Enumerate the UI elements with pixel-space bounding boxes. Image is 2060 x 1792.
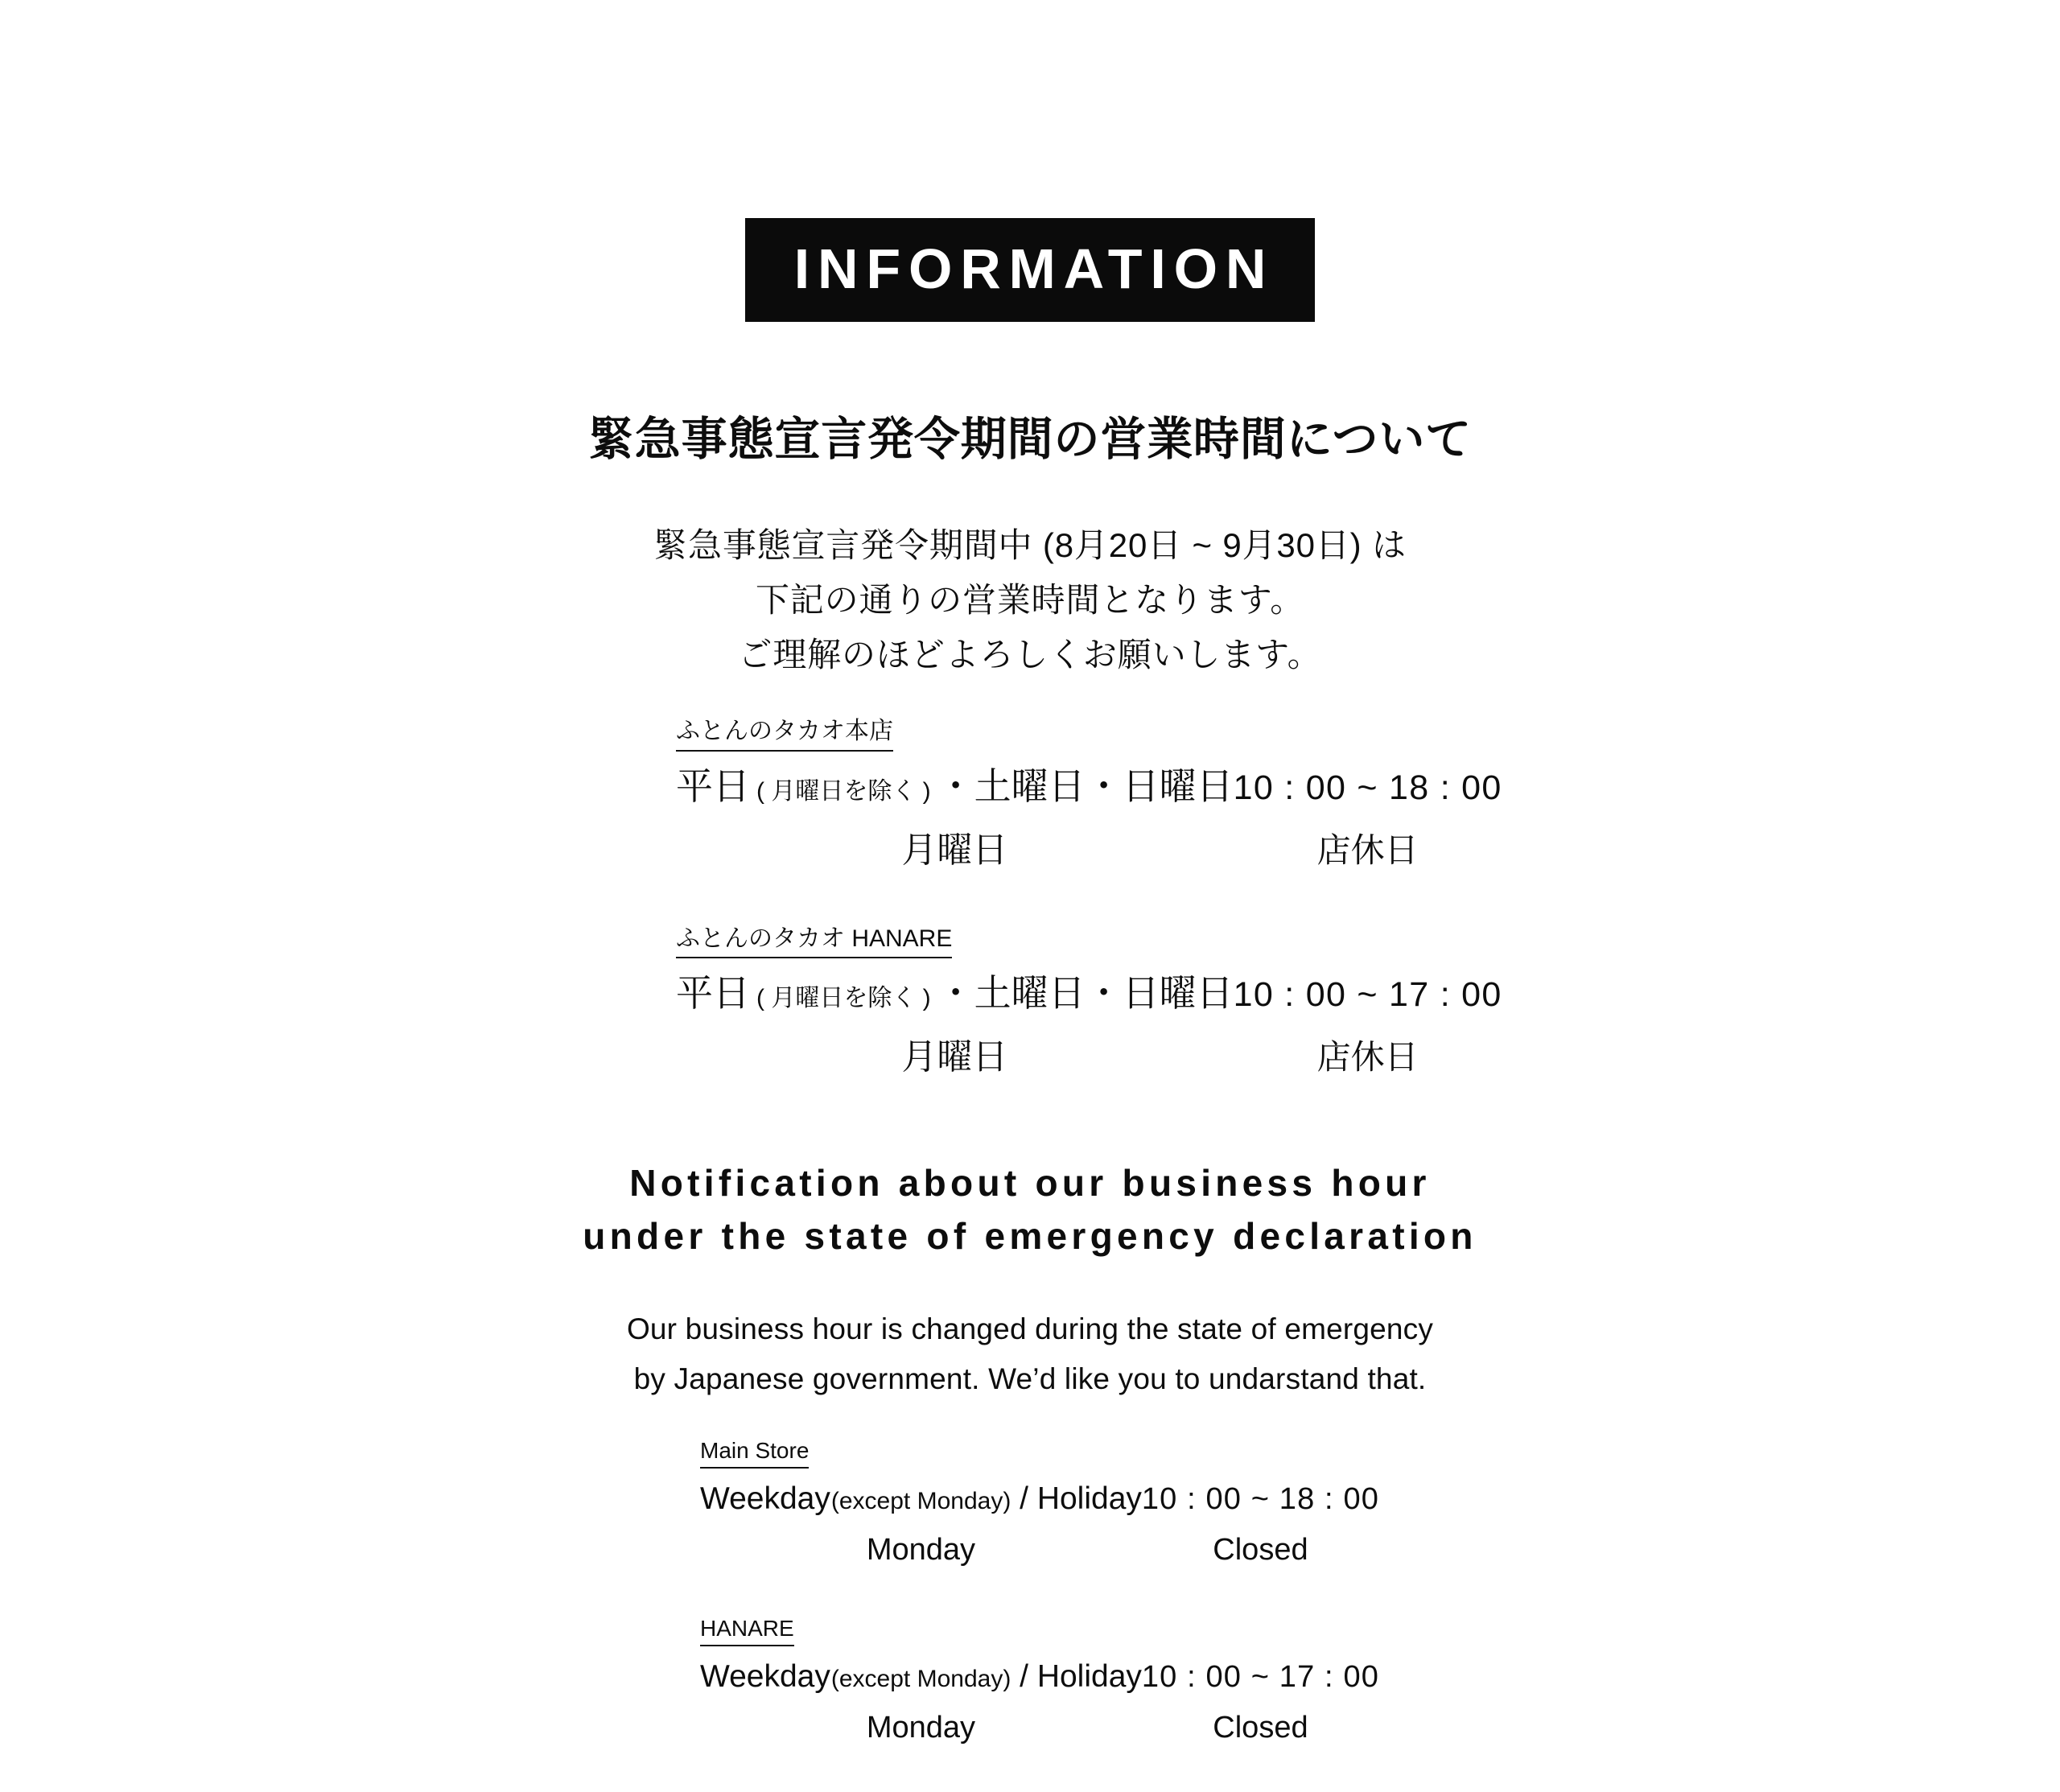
en-store-main-open-hours: 10 : 00 ~ 18 : 00: [1141, 1482, 1379, 1517]
en-intro-line-2: by Japanese government. We’d like you to undarstand that.: [633, 1362, 1427, 1395]
ja-store-main-closed-day: 月曜日: [901, 830, 1008, 870]
en-store-hanare-closed-day: Monday: [866, 1711, 976, 1745]
ja-store-hanare-hours-table: [676, 970, 1502, 1079]
ja-store-hanare-open-hours: 10 : 00 ~ 17 : 00: [1233, 975, 1502, 1014]
ja-store-hanare-open-days-note: ( 月曜日を除く ): [756, 985, 931, 1011]
information-banner: [745, 218, 1315, 322]
ja-intro-line-1: 緊急事態宣言発令期間中 (8月20日 ~ 9月30日) は: [653, 526, 1407, 564]
ja-store-hanare-open-days: [676, 970, 1234, 1021]
en-store-hanare-open-days-main: Weekday: [700, 1659, 830, 1695]
ja-store-main-name: ふとんのタカオ本店: [676, 718, 893, 752]
information-banner-label: INFORMATION: [793, 237, 1275, 300]
ja-store-main-closed-status: 店休日: [1316, 830, 1419, 869]
en-store-main-open-days-rest: / Holiday: [1011, 1481, 1142, 1517]
ja-heading: 緊急事態宣言発令期間の営業時間について: [587, 414, 1473, 465]
en-store-hanare-open-days-note: (except Monday): [830, 1666, 1011, 1693]
ja-store-main-open-days-note: ( 月曜日を除く ): [756, 777, 931, 805]
ja-store-hanare-closed-day: 月曜日: [901, 1037, 1008, 1077]
en-store-main-name: Main Store: [700, 1438, 809, 1469]
ja-store-main-open-hours: 10 : 00 ~ 18 : 00: [1233, 768, 1502, 807]
ja-intro-line-3: ご理解のほどよろしくお願いします。: [738, 636, 1322, 674]
ja-intro-paragraph: [571, 518, 1489, 682]
notice-page: [571, 0, 1502, 1747]
en-store-main-open-days-main: Weekday: [700, 1481, 830, 1517]
en-heading: [571, 1156, 1489, 1263]
ja-store-hanare-name: ふとんのタカオ HANARE: [676, 925, 952, 959]
en-store-main-closed-day: Monday: [866, 1533, 976, 1567]
en-store-hanare-hours-table: [700, 1657, 1379, 1747]
en-store-main-closed-status: Closed: [1213, 1533, 1308, 1567]
ja-store-hanare-open-days-rest: ・土曜日・日曜日: [937, 972, 1234, 1014]
en-store-block-main: [700, 1438, 1379, 1569]
en-store-hanare-closed-status: Closed: [1213, 1711, 1308, 1745]
en-store-main-open-days-note: (except Monday): [830, 1488, 1011, 1515]
ja-store-main-open-days-rest: ・土曜日・日曜日: [937, 764, 1234, 807]
ja-store-hanare-closed-status: 店休日: [1316, 1038, 1419, 1076]
en-heading-line-2: under the state of emergency declaration: [583, 1215, 1477, 1257]
ja-intro-line-2: 下記の通りの営業時間となります。: [755, 581, 1305, 619]
ja-store-main-open-days: [676, 764, 1234, 814]
en-store-main-open-days: [700, 1479, 1142, 1522]
ja-store-block-main: [676, 718, 1502, 872]
en-intro-paragraph: [571, 1304, 1489, 1404]
en-store-block-hanare: [700, 1616, 1379, 1747]
en-store-hanare-name: HANARE: [700, 1616, 794, 1646]
en-store-main-hours-table: [700, 1479, 1379, 1569]
ja-store-hanare-open-days-main: 平日: [676, 972, 750, 1014]
en-store-hanare-open-days-rest: / Holiday: [1011, 1659, 1142, 1695]
ja-store-main-hours-table: [676, 764, 1502, 872]
en-heading-line-1: Notification about our business hour: [629, 1162, 1431, 1204]
en-store-hanare-open-days: [700, 1657, 1142, 1699]
ja-store-block-hanare: [676, 925, 1502, 1080]
en-intro-line-1: Our business hour is changed during the state of emergency: [626, 1312, 1434, 1345]
en-store-hanare-open-hours: 10 : 00 ~ 17 : 00: [1141, 1660, 1379, 1695]
ja-store-main-open-days-main: 平日: [676, 764, 750, 807]
